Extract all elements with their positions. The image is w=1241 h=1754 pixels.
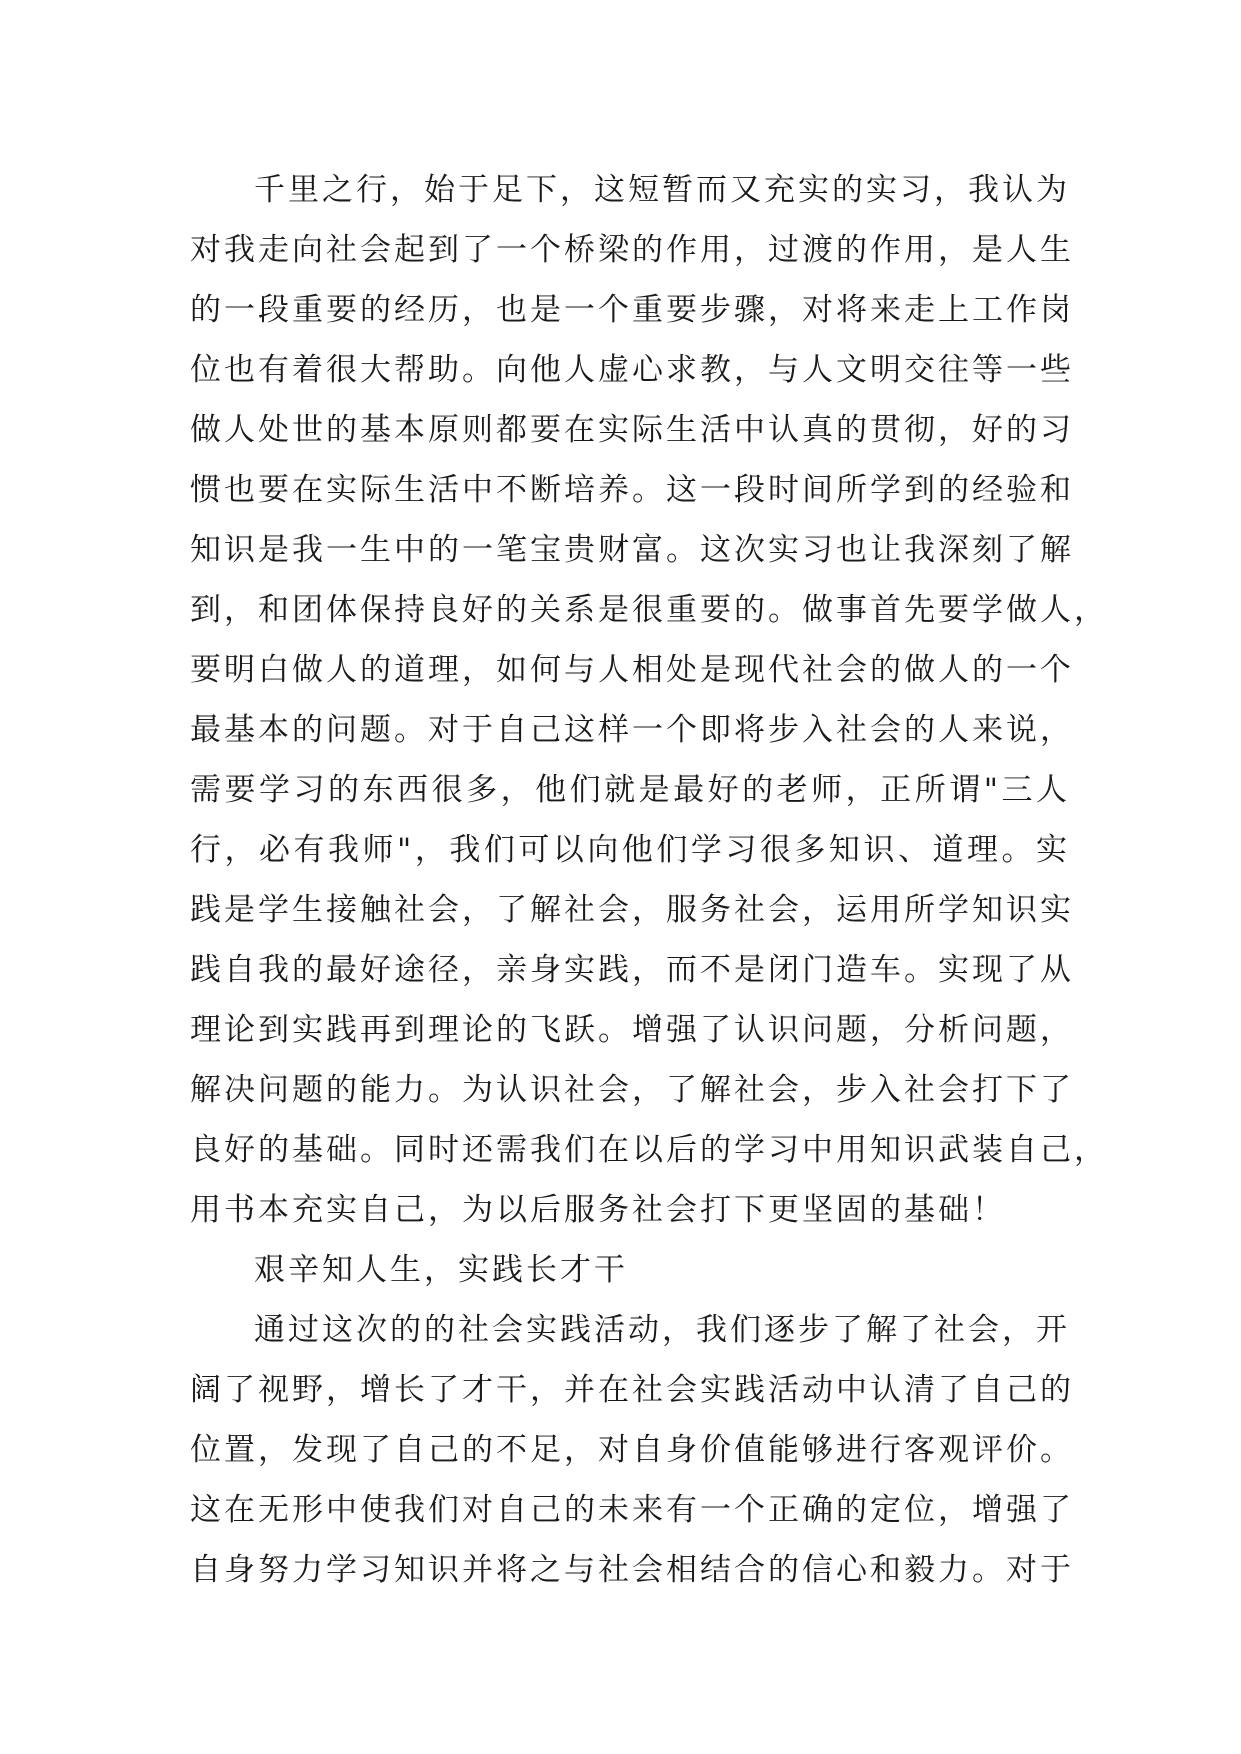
text-line: 做人处世的基本原则都要在实际生活中认真的贯彻，好的习 <box>190 412 1074 448</box>
text-line: 行，必有我师"，我们可以向他们学习很多知识、道理。实 <box>190 832 1070 868</box>
text-line: 位置，发现了自己的不足，对自身价值能够进行客观评价。 <box>190 1432 1074 1468</box>
text-line: 的一段重要的经历，也是一个重要步骤，对将来走上工作岗 <box>190 292 1074 328</box>
text-line: 解决问题的能力。为认识社会，了解社会，步入社会打下了 <box>190 1072 1074 1108</box>
section-heading-text: 艰辛知人生，实践长才干 <box>254 1252 628 1288</box>
text-line: 这在无形中使我们对自己的未来有一个正确的定位，增强了 <box>190 1492 1074 1528</box>
text-line: 践是学生接触社会，了解社会，服务社会，运用所学知识实 <box>190 892 1074 928</box>
text-line: 知识是我一生中的一笔宝贵财富。这次实习也让我深刻了解 <box>190 532 1074 568</box>
text-line: 位也有着很大帮助。向他人虚心求教，与人文明交往等一些 <box>190 352 1074 388</box>
text-line: 理论到实践再到理论的飞跃。增强了认识问题，分析问题， <box>190 1012 1074 1048</box>
text-line: 阔了视野，增长了才干，并在社会实践活动中认清了自己的 <box>190 1372 1074 1408</box>
text-line: 千里之行，始于足下，这短暂而又充实的实习，我认为 <box>254 172 1070 208</box>
text-line: 自身努力学习知识并将之与社会相结合的信心和毅力。对于 <box>190 1552 1074 1588</box>
text-line: 最基本的问题。对于自己这样一个即将步入社会的人来说， <box>190 712 1074 748</box>
text-line: 到，和团体保持良好的关系是很重要的。做事首先要学做人， <box>190 592 1108 628</box>
text-line: 通过这次的的社会实践活动，我们逐步了解了社会，开 <box>254 1312 1070 1348</box>
text-line: 需要学习的东西很多，他们就是最好的老师，正所谓"三人 <box>190 772 1070 808</box>
section-heading <box>190 1240 1070 1300</box>
document-body <box>190 160 1108 1600</box>
text-line: 用书本充实自己，为以后服务社会打下更坚固的基础！ <box>190 1192 1006 1228</box>
paragraph-social-practice <box>190 1300 1074 1600</box>
text-line: 要明白做人的道理，如何与人相处是现代社会的做人的一个 <box>190 652 1074 688</box>
paragraph-internship-reflection <box>190 160 1108 1240</box>
text-line: 践自我的最好途径，亲身实践，而不是闭门造车。实现了从 <box>190 952 1074 988</box>
text-line: 惯也要在实际生活中不断培养。这一段时间所学到的经验和 <box>190 472 1074 508</box>
text-line: 良好的基础。同时还需我们在以后的学习中用知识武装自己， <box>190 1132 1108 1168</box>
text-line: 对我走向社会起到了一个桥梁的作用，过渡的作用，是人生 <box>190 232 1074 268</box>
